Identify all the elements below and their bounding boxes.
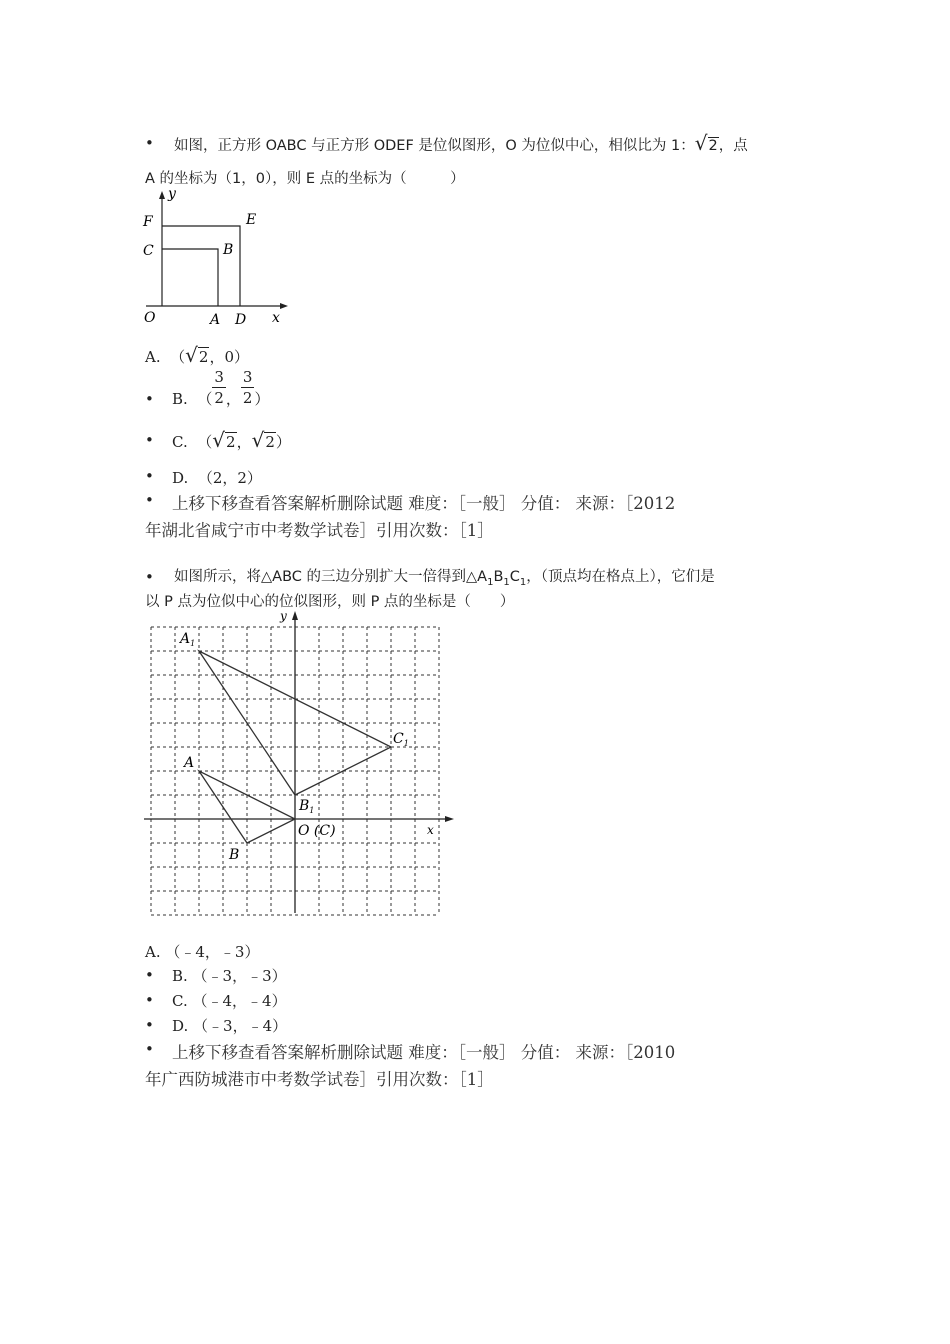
q2-text-b: B — [493, 569, 504, 585]
q2-option-b[interactable]: B. （﹣3，﹣3） — [172, 967, 287, 985]
q1-option-d[interactable] — [172, 467, 262, 488]
label-x: x — [427, 823, 434, 837]
label-E: E — [246, 212, 257, 228]
q2-option-d[interactable]: D. （﹣3，﹣4） — [172, 1017, 288, 1035]
sqrt-arg: 2 — [226, 433, 236, 451]
q2-option-c[interactable]: C. （﹣4，﹣4） — [172, 992, 287, 1010]
bullet: • — [145, 390, 154, 408]
paren: ） — [254, 390, 270, 408]
label-C1-sub: 1 — [403, 739, 409, 748]
label-O: O — [144, 310, 156, 326]
q2-text-d: ，（顶点均在格点上），它们是 — [526, 569, 715, 585]
label-C1-text: C — [393, 731, 404, 747]
bullet: • — [145, 491, 154, 509]
q2-option-a[interactable]: A. （﹣4，﹣3） — [145, 943, 260, 961]
label-A1 — [178, 631, 195, 648]
sqrt-2: √2 — [694, 131, 718, 155]
square-oabc — [162, 249, 218, 306]
label-A: A — [210, 312, 221, 326]
q1-text-line2: A 的坐标为（1，0），则 E 点的坐标为（ ） — [145, 171, 465, 187]
bullet: • — [145, 1040, 154, 1058]
paren: （ — [197, 433, 213, 451]
sqrt-2: √2 — [212, 428, 236, 452]
separator: ， — [236, 433, 252, 451]
q1-text-a: 如图，正方形 OABC 与正方形 ODEF 是位似图形，O 为位似中心，相似比为 1： — [174, 138, 695, 154]
q1-option-b[interactable] — [172, 366, 269, 409]
subscript: 1 — [503, 576, 510, 588]
label-B1 — [298, 798, 314, 815]
q2-figure — [140, 605, 460, 920]
label-OC: O (C) — [298, 823, 336, 839]
fraction-3-2 — [212, 367, 226, 408]
paren: （ — [170, 348, 186, 366]
paren: ） — [275, 433, 291, 451]
bullet: • — [145, 568, 154, 586]
denominator: 2 — [214, 389, 224, 407]
q1-figure — [140, 186, 290, 326]
option-text: （2，2） — [197, 469, 262, 487]
y-arrow — [292, 611, 298, 620]
q2-text-line2: 以 P 点为位似中心的位似图形，则 P 点的坐标是（ ） — [145, 594, 515, 610]
sqrt-2: √2 — [185, 343, 209, 367]
label-B: B — [223, 242, 234, 258]
paren: （ — [197, 390, 213, 408]
label-C: C — [143, 243, 154, 259]
fraction-3-2 — [241, 367, 255, 408]
q1-option-c[interactable] — [172, 428, 291, 452]
label-D: D — [235, 312, 247, 326]
y-arrow — [159, 191, 165, 199]
label-C1 — [393, 731, 409, 748]
label-y: y — [168, 186, 176, 202]
bullet: • — [145, 467, 154, 485]
denominator: 2 — [242, 389, 253, 407]
label-x: x — [272, 310, 280, 326]
q2-text-c: C — [509, 569, 520, 585]
q2-meta-line1[interactable]: 上移下移查看答案解析删除试题 难度：［一般］ 分值： 来源：［2010 — [172, 1043, 676, 1062]
q1-text-line1 — [174, 131, 748, 155]
sqrt-arg: 2 — [198, 348, 209, 366]
label-y: y — [280, 609, 287, 623]
x-arrow — [445, 816, 454, 822]
label-B1-sub: 1 — [309, 806, 315, 815]
option-label: B. — [172, 389, 188, 408]
bullet: • — [145, 1016, 154, 1034]
sqrt-arg: 2 — [708, 138, 718, 154]
sqrt-arg: 2 — [265, 433, 275, 451]
label-B: B — [229, 847, 240, 863]
numerator: 3 — [242, 368, 253, 386]
q2-meta-line2: 年广西防城港市中考数学试卷］引用次数：［1］ — [145, 1070, 494, 1089]
x-arrow — [280, 303, 288, 309]
option-rest: ，0） — [209, 348, 250, 366]
label-F: F — [143, 214, 153, 230]
subscript: 1 — [487, 576, 494, 588]
option-label: D. — [172, 469, 189, 487]
numerator: 3 — [214, 368, 224, 386]
label-A1-text: A — [180, 631, 191, 647]
q1-meta-line1[interactable]: 上移下移查看答案解析删除试题 难度：［一般］ 分值： 来源：［2012 — [172, 494, 676, 513]
bullet: • — [145, 134, 154, 152]
q1-option-a[interactable] — [145, 343, 249, 367]
option-label: A. — [145, 348, 161, 366]
q2-text-line1 — [174, 568, 715, 592]
sqrt-2: √2 — [251, 428, 275, 452]
bullet: • — [145, 966, 154, 984]
bullet: • — [145, 991, 154, 1009]
bullet: • — [145, 431, 154, 449]
label-A: A — [184, 755, 195, 771]
q1-text-b: ，点 — [718, 138, 748, 154]
subscript: 1 — [519, 576, 527, 588]
q1-meta-line2: 年湖北省咸宁市中考数学试卷］引用次数：［1］ — [145, 521, 494, 540]
option-label: C. — [172, 433, 188, 451]
label-A1-sub: 1 — [190, 639, 196, 648]
q2-text-a: 如图所示，将△ABC 的三边分别扩大一倍得到△A — [174, 569, 488, 585]
separator: ， — [225, 390, 241, 408]
square-odef — [162, 226, 240, 306]
label-B1-text: B — [299, 798, 310, 814]
